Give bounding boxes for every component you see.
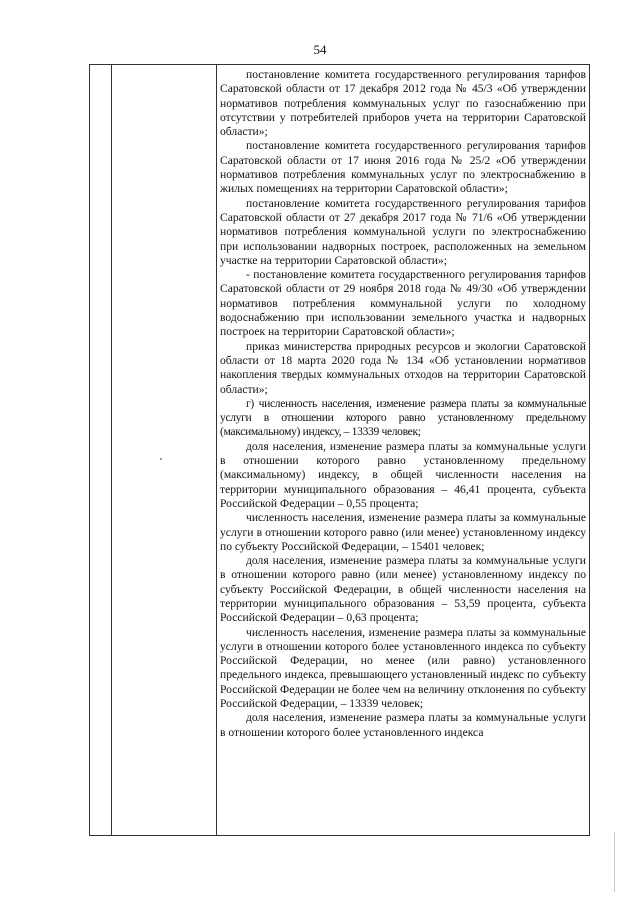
paragraph: постановление комитета государственного регулирования тарифов Саратовской области от 17 июня 2016 года № 25/2 «Об утверждении нормативов потребления коммунальных услуг по электроснабжению в жилых помещениях на территории Саратовской области»; — [220, 139, 586, 196]
paragraph: численность населения, изменение размера платы за коммунальные услуги в отношении которого более установленного индекса по субъекту Российской Федерации, но менее (или равно) установленного предельного индекса, превышающего установленный индекс по субъекту Российской Федерации не более чем на величину отклонения по субъекту Российской Федерации, – 13339 человек; — [220, 625, 586, 711]
table-column-content — [217, 65, 589, 835]
paragraph: постановление комитета государственного регулирования тарифов Саратовской области от 27 декабря 2017 года № 71/6 «Об утверждении нормативов потребления коммунальной услуги по электроснабжению при использовании надворных построек, расположенных на земельном участке на территории Саратовской области»; — [220, 196, 586, 267]
page-number: 54 — [313, 42, 327, 57]
paragraph: доля населения, изменение размера платы за коммунальные услуги в отношении которого равно установленному предельному (максимальному) индексу, в общей численности населения на территории муниципального образования – 46,41 процента, субъекта Российской Федерации – 0,55 процента; — [220, 439, 586, 510]
paragraph: доля населения, изменение размера платы за коммунальные услуги в отношении которого равно (или менее) установленному индексу по субъекту Российской Федерации, в общей численности населения на территории муниципального образования – 53,59 процента, субъекта Российской Федерации – 0,63 процента; — [220, 554, 586, 625]
table-column-label — [112, 65, 217, 835]
paragraph: постановление комитета государственного регулирования тарифов Саратовской области от 17 декабря 2012 года № 45/3 «Об утверждении нормативов потребления коммунальных услуг по газоснабжению при отсутствии у потребителей приборов учета на территории Саратовской области»; — [220, 68, 586, 139]
paragraph: численность населения, изменение размера платы за коммунальные услуги в отношении которого равно (или менее) установленному индексу по субъекту Российской Федерации, – 15401 человек; — [220, 511, 586, 553]
table-column-number — [90, 65, 112, 835]
paragraph: - постановление комитета государственного регулирования тарифов Саратовской области от 29 ноября 2018 года № 49/30 «Об утверждении нормативов потребления коммунальной услуги по холодному водоснабжению при использовании земельного участка и надворных построек на территории Саратовской области»; — [220, 268, 586, 339]
paragraph: приказ министерства природных ресурсов и экологии Саратовской области от 18 марта 2020 года № 134 «Об установлении нормативов накопления твердых коммунальных отходов на территории Саратовской области»; — [220, 339, 586, 396]
scan-speck — [160, 458, 162, 460]
paragraph: г) численность населения, изменение размера платы за коммунальные услуги в отношении которого равно установленному предельному (максимальному) индексу, – 13339 человек; — [220, 396, 586, 439]
scan-speck — [614, 832, 615, 892]
paragraph: доля населения, изменение размера платы за коммунальные услуги в отношении которого более установленного индекса — [220, 711, 586, 739]
document-table — [89, 64, 590, 836]
